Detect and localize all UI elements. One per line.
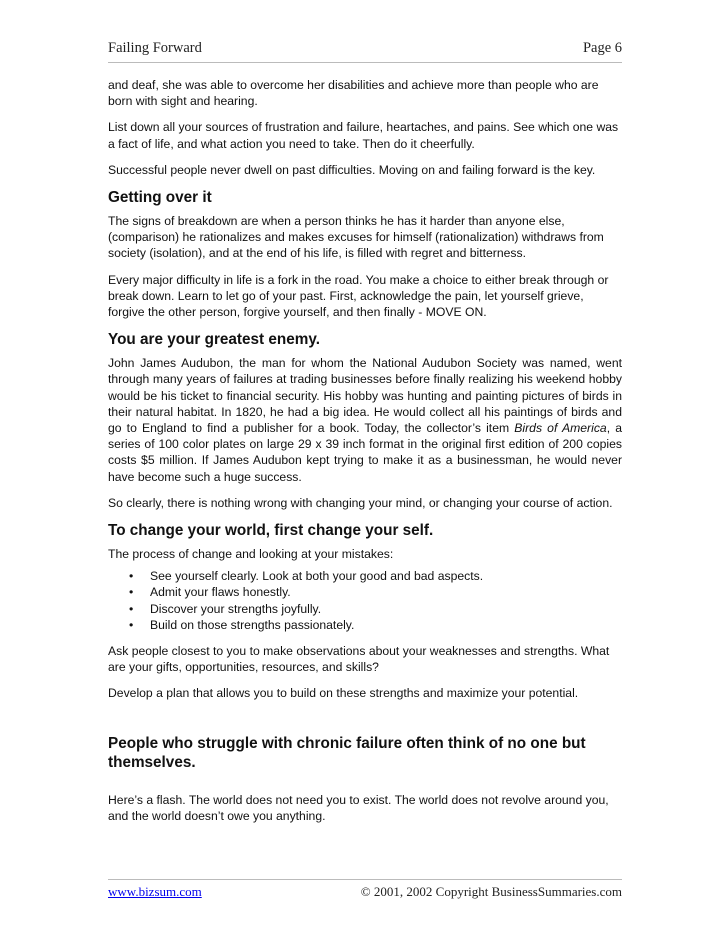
list-item-text: Discover your strengths joyfully.: [150, 601, 322, 616]
header-rule: [108, 62, 622, 63]
list-item-text: Build on those strengths passionately.: [150, 617, 355, 632]
book-title: Birds of America: [514, 421, 607, 436]
list-item: [129, 617, 622, 633]
paragraph-text: John James Audubon, the man for whom the National Audubon Society was named, went through many years of failures at trading businesses before finally realizing his weekend hobby would be his ticket to financial security. His hobby was hunting and painting pictures of birds in their natural habitat. In 1820, he had a big idea. He would collect all his paintings of birds and go to England to find a publisher for a book. Today, the collector’s item: [108, 356, 622, 436]
bullet-icon: •: [129, 585, 134, 600]
paragraph: Here’s a flash. The world does not need you to exist. The world does not revolve around you, and the world doesn’t owe you anything.: [108, 792, 609, 823]
paragraph: List down all your sources of frustration and failure, heartaches, and pains. See which one was a fact of life, and what action you need to take. Then do it cheerfully.: [108, 120, 619, 151]
list-item: [129, 601, 622, 617]
footer-rule: [108, 879, 622, 880]
bullet-list: [108, 568, 622, 633]
paragraph: The signs of breakdown are when a person thinks he has it harder than anyone else, (comparison) he rationalizes and makes excuses for himself (rationalization) withdraws from society (isolation), and at the end of his life, is filled with regret and bitterness.: [108, 214, 604, 261]
paragraph: The process of change and looking at your mistakes:: [108, 547, 394, 562]
paragraph-audubon: [108, 355, 622, 485]
page-header: [108, 40, 622, 60]
list-item: [129, 584, 622, 600]
list-item-text: Admit your flaws honestly.: [150, 585, 291, 600]
copyright-notice: © 2001, 2002 Copyright BusinessSummaries.com: [360, 884, 622, 899]
website-link[interactable]: www.bizsum.com: [108, 884, 202, 899]
page-number: Page 6: [582, 40, 622, 56]
page-content: [108, 77, 622, 834]
paragraph: Every major difficulty in life is a fork in the road. You make a choice to either break through or break down. Learn to let go of your past. First, acknowledge the pain, let yourself grieve, forgive the other person, forgive yourself, and then finally - MOVE ON.: [108, 272, 609, 320]
section-heading-chronic-failure: People who struggle with chronic failure often think of no one but themselves.: [108, 734, 586, 771]
section-heading-greatest-enemy: You are your greatest enemy.: [108, 331, 320, 349]
section-heading-getting-over-it: Getting over it: [108, 189, 212, 207]
bullet-icon: •: [129, 617, 134, 632]
list-item-text: See yourself clearly. Look at both your good and bad aspects.: [150, 569, 484, 584]
paragraph: Ask people closest to you to make observations about your weaknesses and strengths. What are your gifts, opportunities, resources, and skills?: [108, 644, 610, 675]
paragraph: Develop a plan that allows you to build on these strengths and maximize your potential.: [108, 686, 579, 701]
paragraph: So clearly, there is nothing wrong with changing your mind, or changing your course of action.: [108, 495, 613, 510]
list-item: [129, 568, 622, 584]
bullet-icon: •: [129, 569, 134, 584]
paragraph-text: , a series of 100 color plates on large 29 x 39 inch format in the original first edition of 200 copies costs $5 million. If James Audubon kept trying to make it as a businessman, he would never have become such a huge success.: [108, 421, 622, 484]
document-title: Failing Forward: [108, 40, 202, 56]
section-heading-change-your-self: To change your world, first change your self.: [108, 522, 434, 540]
paragraph: and deaf, she was able to overcome her disabilities and achieve more than people who are born with sight and hearing.: [108, 78, 599, 109]
bullet-icon: •: [129, 601, 134, 616]
paragraph: Successful people never dwell on past difficulties. Moving on and failing forward is the key.: [108, 162, 596, 177]
